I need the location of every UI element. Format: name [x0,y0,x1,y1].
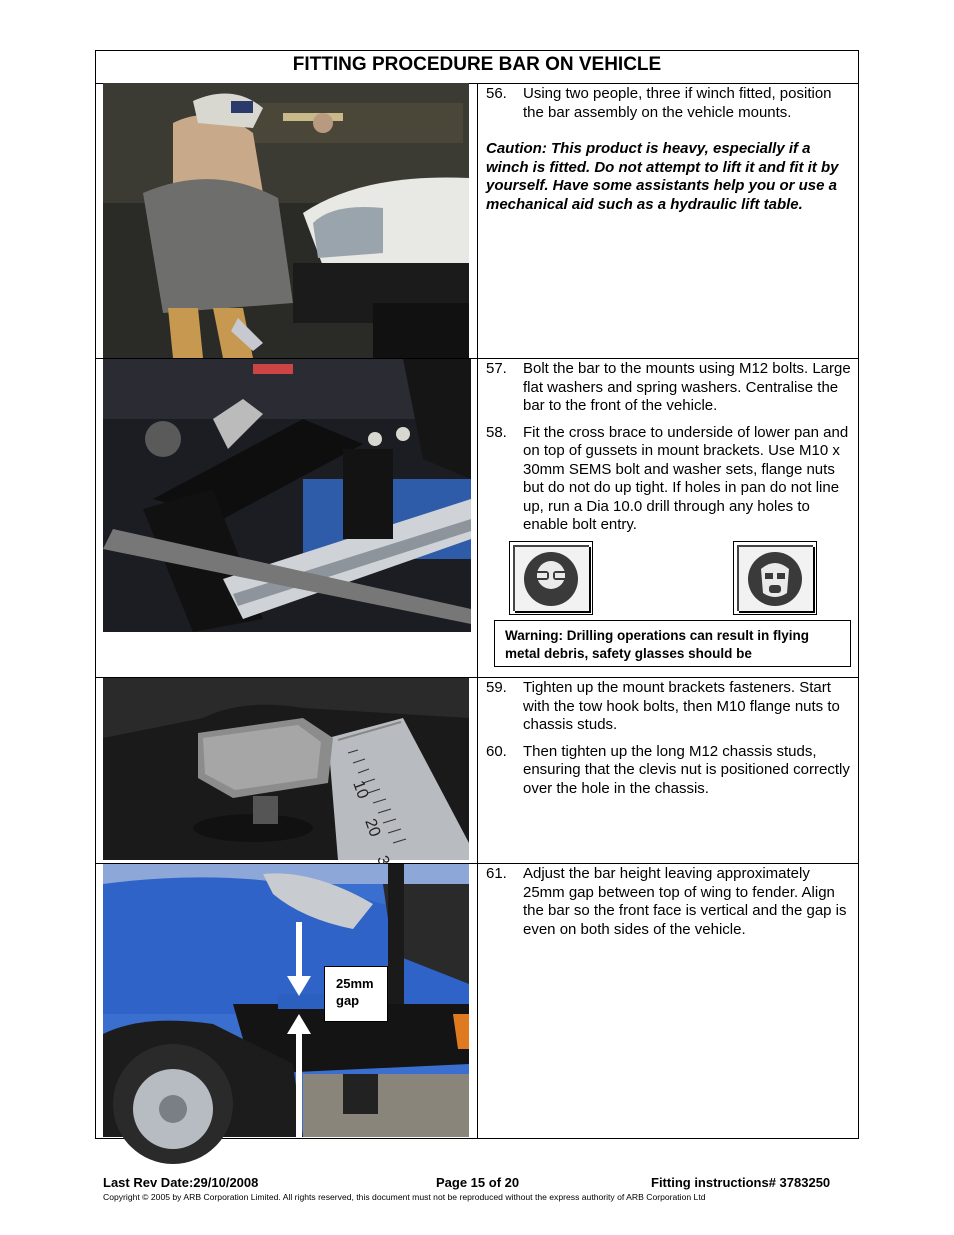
page-footer [103,1175,855,1203]
step-text: Then tighten up the long M12 chassis studs, ensuring that the clevis nut is positioned correctly over the hole in the chassis. [523,742,850,797]
step-text: Using two people, three if winch fitted, position the bar assembly on the vehicle mounts. [523,85,832,121]
step-number: 58. [486,423,507,441]
step-number: 57. [486,360,507,377]
footer-page-number: Page 15 of 20 [436,1175,520,1190]
footer-rev-date: Last Rev Date:29/10/2008 [103,1175,259,1190]
gap-callout-value: 25mm [336,976,374,991]
step-cell-61 [486,865,854,947]
step-text: Fit the cross brace to underside of lower pan and on top of gussets in mount brackets. Use M10 x 30mm SEMS bolt and washer sets, flange nuts but do not do up tight. If holes in pan do not line up, run a Dia 10.0 drill through any holes to enable bolt entry. [523,423,849,533]
step-number: 60. [486,742,507,760]
step-cell-57-58 [486,360,854,543]
list-item [486,85,854,122]
step-number: 56. [486,85,507,102]
ruler-label-20: 20 [361,816,384,840]
footer-copyright: Copyright © 2005 by ARB Corporation Limited. All rights reserved, this document must not be reproduced without the express authority of ARB Corporation Ltd [103,1192,706,1202]
list-item [486,424,854,535]
gap-callout-unit: gap [336,993,360,1008]
step-text: Bolt the bar to the mounts using M12 bolts. Large flat washers and spring washers. Centralise the bar to the front of the vehicle. [523,360,851,414]
step-cell-59-60 [486,679,854,806]
section-title: FITTING PROCEDURE BAR ON VEHICLE [96,51,858,84]
list-item [486,360,854,416]
face-mask-icon [733,541,817,615]
drilling-warning-box: Warning: Drilling operations can result in flying metal debris, safety glasses should be [494,620,851,667]
list-item [486,679,854,735]
gap-callout [324,966,388,1022]
photo-ruler-measurement [103,678,469,860]
step-cell-56 [486,85,854,214]
list-item [486,865,854,939]
photo-bar-height-gap [103,864,469,1137]
column-divider [477,84,478,1139]
step-number: 61. [486,865,507,882]
procedure-table [95,50,859,1139]
step-text: Tighten up the mount brackets fasteners. Start with the tow hook bolts, then M10 flange nuts to chassis studs. [523,679,840,733]
footer-instructions-number: Fitting instructions# 3783250 [651,1175,831,1190]
safety-glasses-icon [509,541,593,615]
list-item [486,743,854,799]
photo-cross-brace [103,359,471,632]
step-text: Adjust the bar height leaving approximately 25mm gap between top of wing to fender. Align the bar so the front face is vertical and the gap is even on both sides of the vehicle. [523,865,847,938]
step-number: 59. [486,679,507,696]
caution-note: Caution: This product is heavy, especially if a winch is fitted. Do not attempt to lift it and fit it by yourself. Have some assistants help you or use a mechanical aid such as a hydraulic lift table. [486,140,839,213]
ruler-label-10: 10 [349,778,372,802]
photo-positioning-bar [103,83,469,358]
